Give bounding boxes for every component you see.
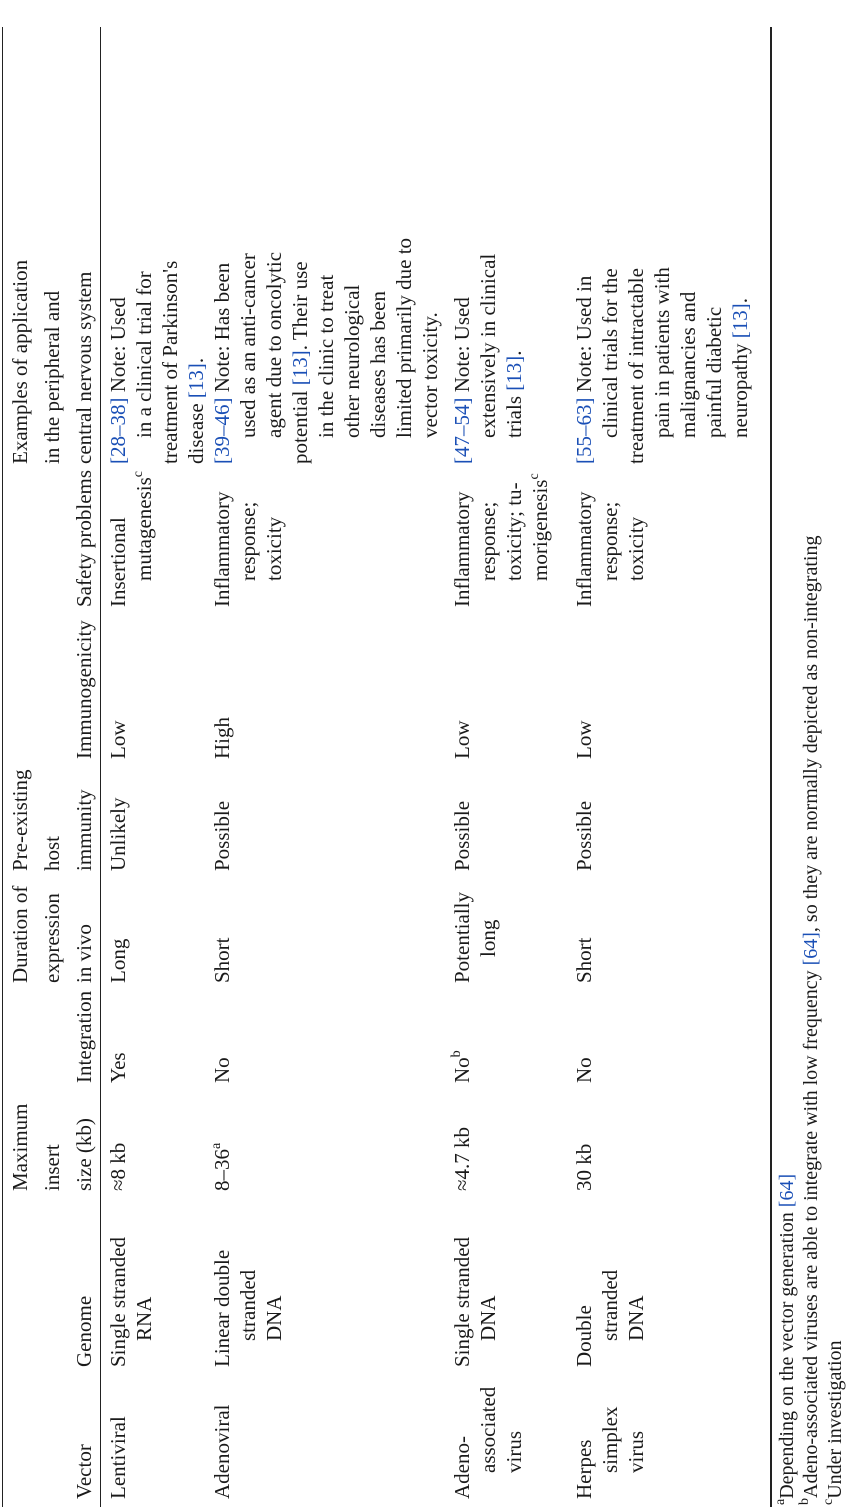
reference-link[interactable]: [47–54] [450, 397, 474, 464]
row-examples: treatment of Parkinson's [158, 260, 182, 464]
header-examples-1: Examples of application [8, 259, 32, 464]
row-insert: 30 kb [572, 1143, 596, 1191]
row-safety: response; [598, 501, 622, 581]
header-vector: Vector [72, 1444, 96, 1499]
row-integration: No [210, 1057, 234, 1083]
row-examples: vector toxicity. [418, 312, 442, 438]
reference-link[interactable]: [13] [288, 350, 312, 386]
header-immunity-1: Pre-existing [8, 769, 32, 871]
header-insert-1: Maximum [8, 1103, 32, 1191]
row-vector: virus [624, 1431, 648, 1473]
row-genome: stranded [236, 1269, 260, 1341]
row-integration: Yes [106, 1052, 130, 1083]
row-genome: Single stranded [450, 1236, 474, 1367]
row-insert: ≈8 kb [106, 1142, 130, 1191]
row-examples: diseases has been [366, 291, 390, 438]
table-top-rule [2, 27, 3, 1507]
header-duration-2: expression [40, 893, 64, 983]
reference-link[interactable]: [64] [800, 932, 822, 966]
row-vector: associated [476, 1386, 500, 1473]
row-examples: in the clinic to treat [314, 274, 338, 438]
header-safety: Safety problems [72, 469, 96, 607]
row-duration: long [476, 919, 500, 957]
reference-link[interactable]: [28–38] [106, 397, 130, 464]
row-examples: agent due to oncolytic [262, 251, 286, 438]
row-vector: Adenoviral [210, 1404, 234, 1499]
header-duration-3: in vivo [72, 924, 96, 983]
row-vector: Lentiviral [106, 1416, 130, 1499]
row-vector: simplex [598, 1406, 622, 1473]
row-vector: virus [502, 1431, 526, 1473]
footnote-a: $^a$Depending on the vector generation [64] [773, 1173, 798, 1505]
reference-link[interactable]: [13] [728, 303, 752, 339]
header-immunity-3: immunity [72, 789, 96, 871]
row-examples: [47–54] Note: Used [450, 297, 474, 464]
row-safety: toxicity [624, 516, 648, 581]
row-examples: disease [13]. [184, 357, 208, 464]
row-examples: extensively in clinical [476, 253, 500, 438]
reference-link[interactable]: [64] [776, 1173, 798, 1208]
row-immunogenicity: Low [450, 720, 474, 759]
row-safety: mutagenesis$^c$ [131, 470, 156, 581]
row-immunogenicity: High [210, 717, 234, 759]
row-duration: Short [210, 937, 234, 983]
row-insert: 8–36$^a$ [209, 1142, 234, 1191]
row-safety: Inflammatory [450, 491, 474, 607]
footnote-c: $^c$Under investigation [821, 1340, 846, 1505]
row-safety: response; [236, 501, 260, 581]
row-immunity: Unlikely [106, 797, 130, 871]
row-genome: stranded [598, 1269, 622, 1341]
reference-link[interactable]: [39–46] [210, 397, 234, 464]
row-vector: Herpes [572, 1439, 596, 1499]
row-examples: [55–63] Note: Used in [572, 275, 596, 464]
header-insert-3: size (kb) [72, 1118, 96, 1191]
row-safety: toxicity; tu- [502, 482, 526, 581]
row-genome: Double [572, 1305, 596, 1367]
header-genome: Genome [72, 1295, 96, 1367]
header-examples-3: central nervous system [72, 271, 96, 464]
row-immunity: Possible [572, 800, 596, 871]
reference-link[interactable]: [13] [184, 363, 208, 399]
footnote-b: $^b$Adeno-associated viruses are able to integrate with low frequency [64], so they are normally depicted as non-integrating [797, 535, 822, 1505]
reference-link[interactable]: [13] [502, 355, 526, 391]
header-examples-2: in the peripheral and [40, 290, 64, 464]
header-insert-2: insert [40, 1144, 64, 1191]
row-examples: trials [13]. [502, 350, 526, 438]
header-rule [100, 27, 101, 1507]
row-duration: Potentially [450, 892, 474, 983]
row-genome: RNA [132, 1296, 156, 1341]
row-examples: [28–38] Note: Used [106, 297, 130, 464]
row-duration: Long [106, 938, 130, 983]
row-examples: potential [13]. Their use [288, 261, 312, 464]
row-safety: toxicity [262, 516, 286, 581]
row-genome: Single stranded [106, 1236, 130, 1367]
row-immunity: Possible [210, 800, 234, 871]
reference-link[interactable]: [55–63] [572, 397, 596, 464]
header-immunogenicity: Immunogenicity [72, 620, 96, 759]
table-bottom-rule [770, 27, 772, 1507]
row-examples: malignancies and [676, 291, 700, 438]
row-safety: response; [476, 501, 500, 581]
row-immunogenicity: Low [572, 720, 596, 759]
header-integration: Integration [72, 990, 96, 1083]
row-integration: No [572, 1057, 596, 1083]
row-genome: DNA [262, 1295, 286, 1341]
row-examples: in a clinical trial for [132, 271, 156, 438]
row-insert: ≈4.7 kb [450, 1126, 474, 1191]
row-genome: Linear double [210, 1249, 234, 1367]
row-vector: Adeno- [450, 1436, 474, 1499]
row-examples: clinical trials for the [598, 268, 622, 438]
row-examples: pain in patients with [650, 267, 674, 438]
row-examples: other neurological [340, 284, 364, 438]
row-examples: painful diabetic [702, 306, 726, 438]
row-examples: neuropathy [13]. [728, 298, 752, 438]
row-examples: used as an anti-cancer [236, 253, 260, 438]
row-immunogenicity: Low [106, 720, 130, 759]
row-genome: DNA [624, 1295, 648, 1341]
row-safety: morigenesis$^c$ [527, 473, 552, 581]
row-immunity: Possible [450, 800, 474, 871]
header-duration-1: Duration of [8, 885, 32, 983]
header-immunity-2: host [40, 835, 64, 871]
row-safety: Insertional [106, 517, 130, 607]
row-integration: No$^b$ [449, 1050, 474, 1083]
row-examples: [39–46] Note: Has been [210, 262, 234, 464]
row-duration: Short [572, 937, 596, 983]
row-examples: limited primarily due to [392, 237, 416, 438]
row-genome: DNA [476, 1295, 500, 1341]
row-safety: Inflammatory [572, 491, 596, 607]
row-safety: Inflammatory [210, 491, 234, 607]
row-examples: treatment of intractable [624, 268, 648, 464]
